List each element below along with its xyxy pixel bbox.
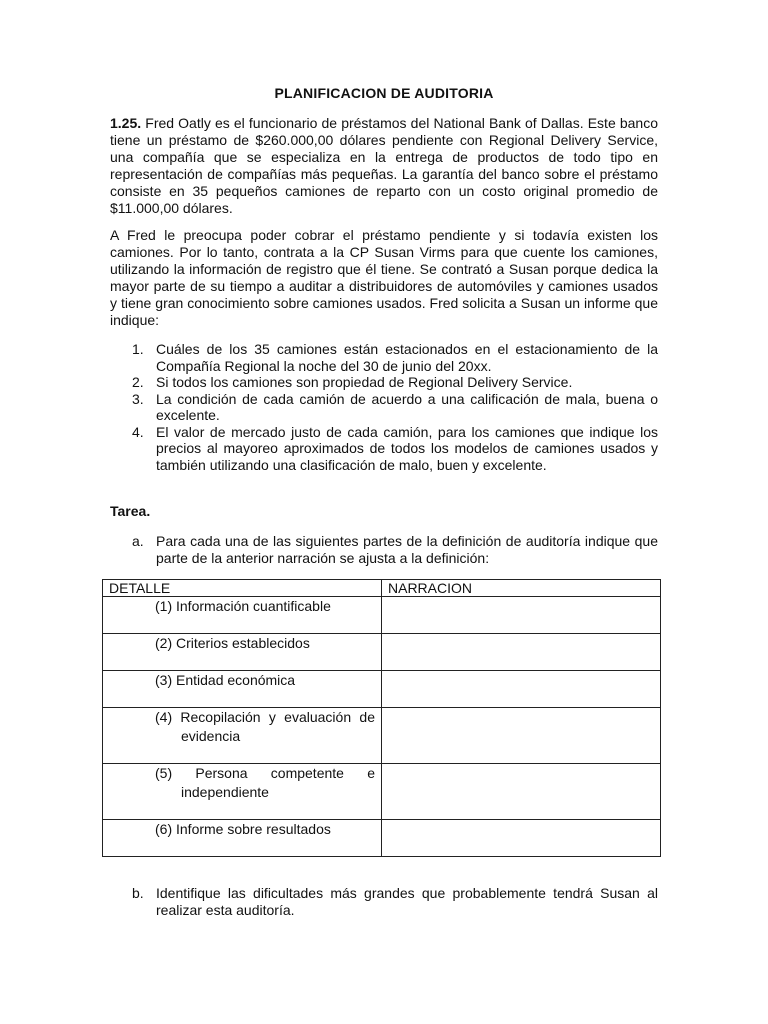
row-label: (4) Recopilación y evaluación de evidencia	[155, 709, 375, 744]
table-row	[103, 634, 661, 671]
row-label: (3) Entidad económica	[155, 672, 296, 688]
table-cell-narracion	[382, 634, 661, 671]
task-heading: Tarea.	[110, 503, 151, 519]
task-item-text: Para cada una de las siguientes partes de la definición de auditoría indique que parte de la anterior narración se ajusta a la definición:	[156, 533, 658, 566]
table-row	[103, 597, 661, 634]
list-item-number: 2.	[132, 374, 144, 390]
definition-table	[102, 579, 661, 857]
row-label: (1) Información cuantificable	[155, 598, 331, 614]
list-item-text: El valor de mercado justo de cada camión, para los camiones que indique los precios al mayoreo aproximados de todos los modelos de camiones usados y también utilizando una clasificación de malo, buen y excelente.	[156, 423, 658, 473]
table-row	[103, 708, 661, 764]
row-label: (6) Informe sobre resultados	[155, 821, 331, 837]
task-item-letter: b.	[132, 885, 144, 901]
task-item-letter: a.	[132, 533, 144, 549]
row-label: (2) Criterios establecidos	[155, 635, 310, 651]
list-item-text: La condición de cada camión de acuerdo a una calificación de mala, buena o excelente.	[156, 390, 658, 423]
table-cell-detalle	[103, 597, 382, 634]
table-cell-narracion	[382, 820, 661, 857]
list-item-text: Cuáles de los 35 camiones están estacionados en el estacionamiento de la Compañía Regional la noche del 30 de junio del 20xx.	[156, 341, 658, 374]
task-item-text: Identifique las dificultades más grandes que probablemente tendrá Susan al realizar esta auditoría.	[156, 885, 658, 918]
table-row	[103, 671, 661, 708]
document-title: PLANIFICACION DE AUDITORIA	[274, 85, 494, 101]
column-header-detalle: DETALLE	[103, 580, 382, 597]
table-cell-narracion	[382, 597, 661, 634]
row-label: (5) Persona competente e independiente	[155, 765, 375, 800]
table-row	[103, 820, 661, 857]
table-cell-narracion	[382, 764, 661, 820]
list-item-text: Si todos los camiones son propiedad de Regional Delivery Service.	[156, 374, 573, 390]
table-cell-narracion	[382, 708, 661, 764]
table-cell-detalle	[103, 671, 382, 708]
intro-text: Fred Oatly es el funcionario de préstamos del National Bank of Dallas. Este banco tiene un préstamo de $260.000,00 dólares pendiente con Regional Delivery Service, una compañía que se especializa en la entrega de productos de todo tipo en representación de compañías más pequeñas. La garantía del banco sobre el préstamo consiste en 35 pequeños camiones de reparto con un costo original promedio de $11.000,00 dólares.	[110, 115, 658, 216]
list-item-number: 1.	[132, 341, 144, 357]
table-cell-detalle	[103, 764, 382, 820]
report-requirements-list	[110, 341, 658, 473]
intro-paragraph	[110, 115, 658, 217]
task-item-b	[110, 885, 658, 918]
second-paragraph: A Fred le preocupa poder cobrar el préstamo pendiente y si todavía existen los camiones. Por lo tanto, contrata a la CP Susan Virms para que cuente los camiones, utilizando la información de registro que él tiene. Se contrató a Susan porque dedica la mayor parte de su tiempo a auditar a distribuidores de automóviles y camiones usados y tiene gran conocimiento sobre camiones usados. Fred solicita a Susan un informe que indique:	[110, 227, 658, 328]
column-header-narracion: NARRACION	[382, 580, 661, 597]
problem-number: 1.25.	[110, 115, 142, 131]
list-item-number: 4.	[132, 423, 144, 440]
list-item	[110, 391, 658, 424]
table-cell-detalle	[103, 708, 382, 764]
task-item-a	[110, 533, 658, 566]
list-item	[110, 424, 658, 474]
list-item	[110, 341, 658, 374]
table-cell-detalle	[103, 820, 382, 857]
table-row	[103, 764, 661, 820]
table-header-row	[103, 580, 661, 597]
list-item	[110, 374, 658, 391]
table-cell-detalle	[103, 634, 382, 671]
table-cell-narracion	[382, 671, 661, 708]
list-item-number: 3.	[132, 390, 144, 407]
